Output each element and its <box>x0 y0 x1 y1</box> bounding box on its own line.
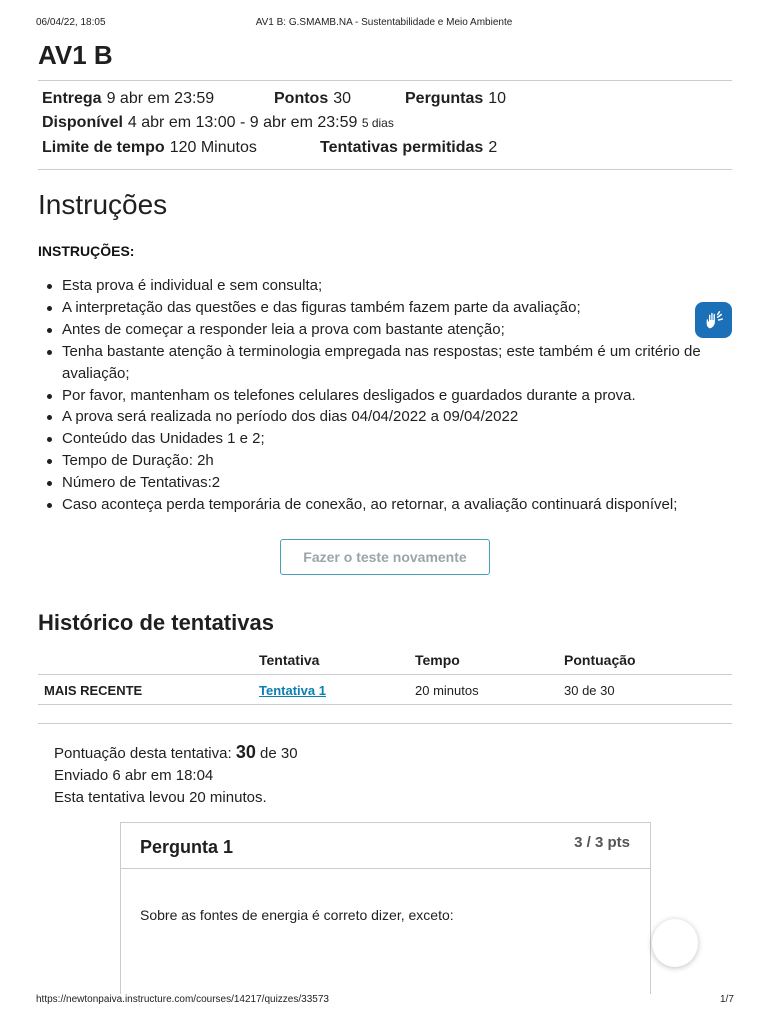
instruction-item: Número de Tentativas:2 <box>38 472 732 494</box>
available-days: 5 dias <box>361 116 394 130</box>
attempts-meta <box>320 139 497 157</box>
print-url: https://newtonpaiva.instructure.com/courses/14217/quizzes/33573 <box>36 994 329 1005</box>
question-header <box>121 823 650 869</box>
instruction-item: Tempo de Duração: 2h <box>38 450 732 472</box>
score-total: de 30 <box>260 745 298 762</box>
instructions-subheading: INSTRUÇÕES: <box>38 243 135 259</box>
question-text: Sobre as fontes de energia é correto dizer, exceto: <box>140 907 454 923</box>
question-title: Pergunta 1 <box>140 837 234 857</box>
due-value: 9 abr em 23:59 <box>106 90 215 107</box>
available-value: 4 abr em 13:00 - 9 abr em 23:59 <box>127 114 358 131</box>
history-heading: Histórico de tentativas <box>38 610 274 635</box>
column-header-score: Pontuação <box>564 652 636 668</box>
retake-quiz-button[interactable]: Fazer o teste novamente <box>280 539 490 575</box>
points-meta <box>274 90 351 108</box>
instruction-item: Esta prova é individual e sem consulta; <box>38 275 732 297</box>
column-header-attempt: Tentativa <box>259 652 320 668</box>
instructions-list <box>38 275 732 516</box>
instruction-item: Conteúdo das Unidades 1 e 2; <box>38 428 732 450</box>
instruction-item: Caso aconteça perda temporária de conexão, ao retornar, a avaliação continuará disponível; <box>38 494 732 516</box>
row-label: MAIS RECENTE <box>44 683 143 698</box>
time-limit-meta <box>42 139 257 157</box>
duration-info: Esta tentativa levou 20 minutos. <box>54 789 267 806</box>
time-limit-value: 120 Minutos <box>169 139 257 156</box>
attempt-score-summary <box>54 742 298 763</box>
instructions-heading: Instruções <box>38 189 168 220</box>
print-page-title: AV1 B: G.SMAMB.NA - Sustentabilidade e Meio Ambiente <box>255 17 513 28</box>
instruction-item: A prova será realizada no período dos dias 04/04/2022 a 09/04/2022 <box>38 406 732 428</box>
available-label: Disponível <box>42 114 123 131</box>
score-label: Pontuação desta tentativa: <box>54 745 232 762</box>
divider <box>38 169 732 170</box>
attempt-time: 20 minutos <box>415 683 479 698</box>
attempt-history-table <box>38 646 732 705</box>
floating-action-button[interactable] <box>652 919 698 967</box>
quiz-title: AV1 B <box>38 40 113 70</box>
instruction-item: Antes de começar a responder leia a prova com bastante atenção; <box>38 319 732 341</box>
due-label: Entrega <box>42 90 102 107</box>
print-footer <box>0 994 768 1024</box>
availability-meta <box>42 114 394 132</box>
score-value: 30 <box>235 742 256 762</box>
attempt-link[interactable]: Tentativa 1 <box>259 683 326 698</box>
points-value: 30 <box>333 90 352 107</box>
instruction-item: Tenha bastante atenção à terminologia empregada nas respostas; este também é um critério de avaliação; <box>38 341 732 385</box>
quiz-meta-row-1 <box>42 90 214 108</box>
divider <box>38 723 732 724</box>
divider <box>38 80 732 81</box>
table-header <box>38 646 732 675</box>
table-row <box>38 675 732 705</box>
sign-language-hands-icon <box>703 309 725 331</box>
questions-meta <box>405 90 506 108</box>
attempts-label: Tentativas permitidas <box>320 139 484 156</box>
column-header-time: Tempo <box>415 652 460 668</box>
instruction-item: Por favor, mantenham os telefones celulares desligados e guardados durante a prova. <box>38 385 732 407</box>
questions-label: Perguntas <box>405 90 484 107</box>
submitted-info: Enviado 6 abr em 18:04 <box>54 767 214 784</box>
print-date: 06/04/22, 18:05 <box>36 17 106 28</box>
accessibility-button[interactable] <box>695 302 732 338</box>
questions-value: 10 <box>488 90 507 107</box>
instruction-item: A interpretação das questões e das figuras também fazem parte da avaliação; <box>38 297 732 319</box>
points-label: Pontos <box>274 90 329 107</box>
attempts-value: 2 <box>488 139 498 156</box>
question-points: 3 / 3 pts <box>574 834 630 851</box>
print-page-number: 1/7 <box>720 994 734 1005</box>
attempt-score: 30 de 30 <box>564 683 615 698</box>
time-limit-label: Limite de tempo <box>42 139 165 156</box>
